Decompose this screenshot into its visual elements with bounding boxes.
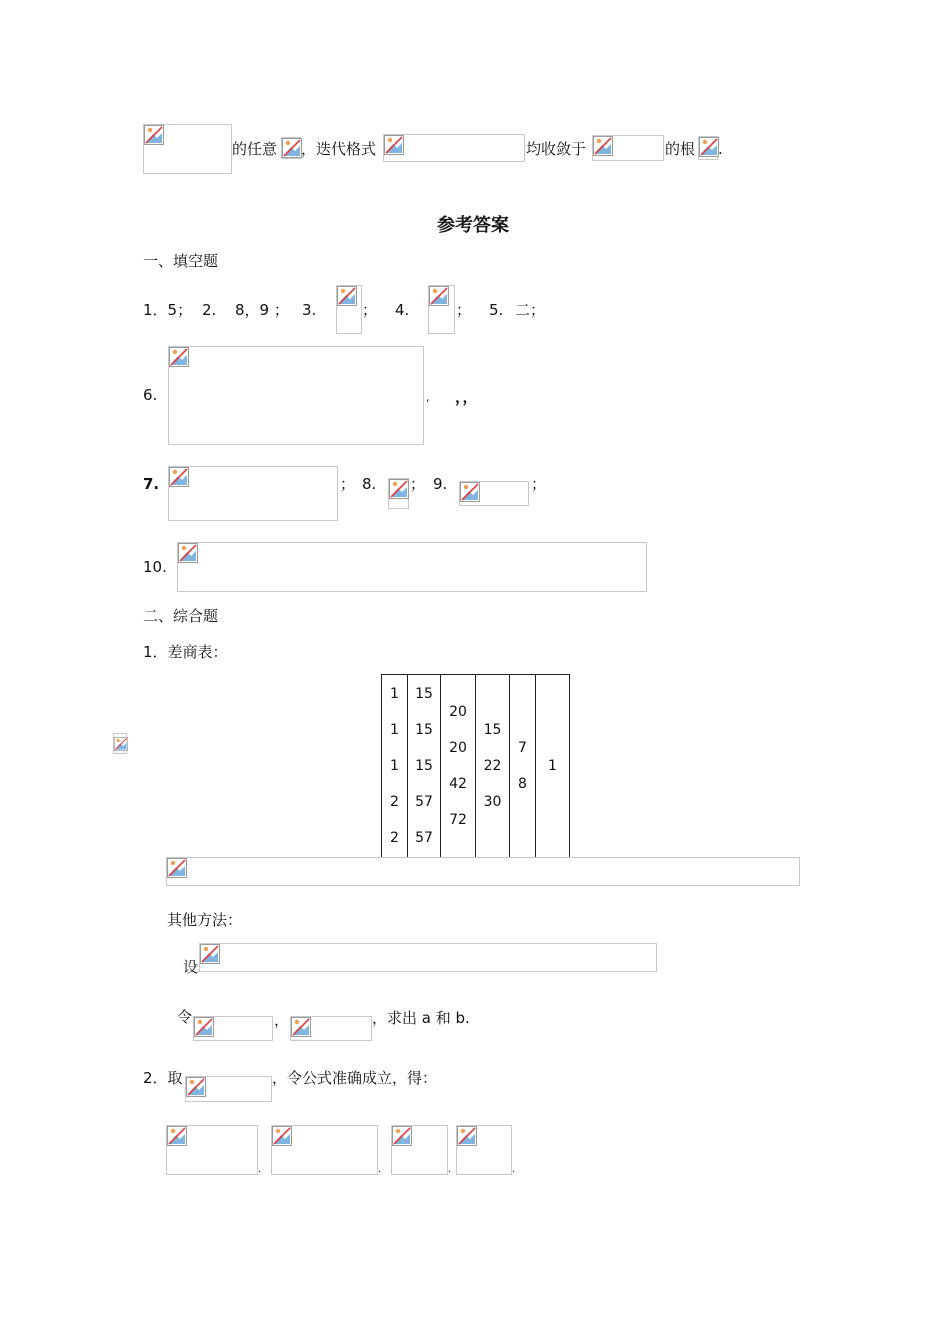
table-cell: 57: [415, 794, 433, 810]
table-cell: 2: [390, 794, 399, 810]
section-comprehensive: 二、综合题: [143, 607, 219, 625]
formula-image: [166, 857, 800, 886]
text-ling: 令: [177, 1008, 193, 1026]
table-cell: 30: [483, 794, 502, 810]
separator: .: [448, 1164, 452, 1175]
period: .: [512, 1164, 516, 1175]
answer-q5-value: 二；: [515, 301, 546, 319]
table-cell: 22: [483, 758, 502, 774]
problem-2-heading: 2．取: [143, 1069, 183, 1087]
separator: ；: [340, 475, 356, 493]
formula-image: [281, 137, 301, 159]
divided-difference-table: [381, 674, 570, 858]
table-column: [510, 675, 536, 858]
separator: ；: [410, 475, 426, 493]
broken-image-icon: [169, 347, 189, 367]
table-cell: 15: [415, 722, 433, 738]
problem-1-heading: 1．差商表：: [143, 643, 228, 661]
table-cell: 1: [390, 686, 399, 702]
table-cell: 20: [449, 740, 467, 756]
formula-image: [391, 1125, 448, 1175]
broken-image-icon: [186, 1077, 206, 1097]
formula-image: [193, 1016, 273, 1041]
text-renyi: 的任意: [232, 140, 278, 158]
broken-image-icon: [337, 286, 357, 306]
broken-image-icon: [114, 734, 128, 754]
table-column: [536, 675, 570, 858]
table-cell: 42: [449, 776, 467, 792]
formula-image: [290, 1016, 372, 1041]
answer-q5-label: 5.: [489, 301, 504, 319]
table-column: [441, 675, 476, 858]
table-cell: 8: [518, 776, 527, 792]
table-cell: 1: [548, 758, 557, 774]
separator: .: [378, 1164, 382, 1175]
formula-image: [388, 478, 409, 509]
separator: .: [258, 1164, 262, 1175]
separator: ；: [456, 301, 472, 319]
formula-image: [592, 135, 664, 161]
broken-image-icon: [272, 1126, 292, 1146]
formula-image: [383, 134, 525, 162]
answer-q10-label: 10.: [143, 558, 167, 576]
formula-image: [199, 943, 657, 972]
formula-image: [143, 124, 232, 174]
broken-image-icon: [392, 1126, 412, 1146]
table-cell: 72: [449, 812, 467, 828]
table-cell: 57: [415, 830, 433, 846]
broken-image-icon: [194, 1017, 214, 1037]
broken-image-icon: [699, 137, 719, 157]
table-cell: 1: [390, 722, 399, 738]
formula-image: [459, 481, 529, 506]
formula-image: [185, 1076, 272, 1102]
answer-q6-label: 6.: [143, 386, 158, 404]
text-iteration-format: ，迭代格式: [301, 140, 377, 158]
section-fill-in: 一、填空题: [143, 252, 219, 270]
broken-image-icon: [167, 1126, 187, 1146]
text-solve-ab: ，求出 a 和 b.: [372, 1009, 470, 1027]
formula-image: [428, 285, 455, 334]
formula-image: [113, 733, 127, 754]
broken-image-icon: [593, 136, 613, 156]
text-converge: 均收敛于: [526, 140, 587, 158]
table-column: [408, 675, 441, 858]
table-cell: 15: [415, 758, 433, 774]
period: .: [718, 140, 723, 158]
table-cell: 20: [449, 704, 467, 720]
broken-image-icon: [282, 138, 302, 158]
broken-image-icon: [429, 286, 449, 306]
separator: ；: [531, 475, 547, 493]
text-formula-exact: ，令公式准确成立，得：: [272, 1069, 438, 1087]
formula-image: [177, 542, 647, 592]
table-cell: 7: [518, 740, 527, 756]
formula-image: [336, 285, 362, 334]
separator: ，，: [455, 388, 478, 406]
table-cell: 2: [390, 830, 399, 846]
broken-image-icon: [178, 543, 198, 563]
broken-image-icon: [200, 944, 220, 964]
table-column: [382, 675, 408, 858]
formula-image: [168, 466, 338, 521]
formula-image: [168, 346, 424, 445]
table-cell: 1: [390, 758, 399, 774]
broken-image-icon: [384, 135, 404, 155]
formula-image: [271, 1125, 378, 1175]
table-column: [476, 675, 510, 858]
table-cell: 15: [483, 722, 502, 738]
answer-q9-label: 9.: [433, 475, 448, 493]
answer-q2-label: 2.: [202, 301, 217, 319]
broken-image-icon: [457, 1126, 477, 1146]
separator: ,: [426, 391, 430, 404]
answer-q2-value: 8，9 ；: [235, 301, 289, 319]
text-let: 设: [183, 958, 199, 976]
broken-image-icon: [389, 479, 409, 499]
answer-title: 参考答案: [437, 215, 509, 236]
broken-image-icon: [144, 125, 164, 145]
broken-image-icon: [167, 858, 187, 878]
broken-image-icon: [460, 482, 480, 502]
table-cell: 15: [415, 686, 433, 702]
formula-image: [698, 136, 718, 160]
other-method-heading: 其他方法：: [167, 911, 243, 929]
formula-image: [166, 1125, 258, 1175]
separator: ；: [362, 301, 378, 319]
broken-image-icon: [169, 467, 189, 487]
answer-q4-label: 4.: [395, 301, 410, 319]
formula-image: [456, 1125, 512, 1175]
broken-image-icon: [291, 1017, 311, 1037]
answer-q8-label: 8.: [362, 475, 377, 493]
text-root: 的根: [665, 140, 696, 158]
separator: ，: [274, 1011, 290, 1029]
answer-q7-label: 7.: [143, 475, 160, 493]
answer-q1: 1．5；: [143, 301, 193, 319]
answer-q3-label: 3.: [302, 301, 317, 319]
